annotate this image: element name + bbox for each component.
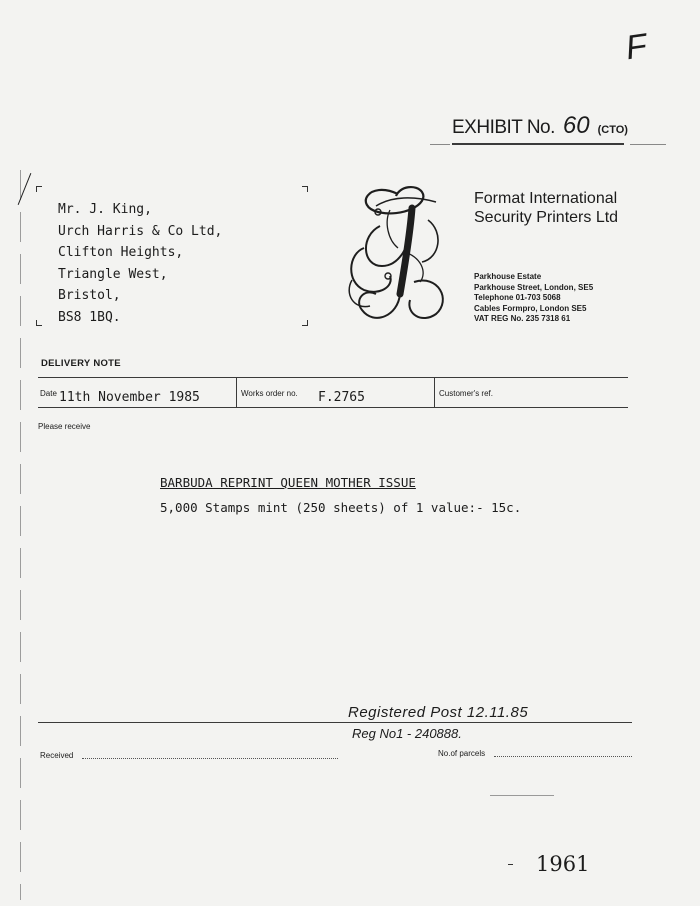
registration-number-note: Reg No1 - 240888. — [352, 726, 462, 741]
received-signature-line — [82, 758, 338, 759]
date-value: 11th November 1985 — [59, 390, 200, 405]
window-corner — [36, 186, 42, 192]
address-line: Urch Harris & Co Ltd, — [58, 223, 223, 239]
customer-ref-label: Customer's ref. — [439, 389, 493, 398]
exhibit-suffix: (CTO) — [597, 124, 628, 136]
company-address-line: Parkhouse Street, London, SE5 — [474, 282, 594, 292]
window-corner — [302, 186, 308, 192]
address-line: Triangle West, — [58, 266, 168, 282]
page-number: 1961 — [536, 852, 590, 876]
address-line: Mr. J. King, — [58, 202, 152, 217]
company-address-line: VAT REG No. 235 7318 61 — [474, 314, 571, 324]
address-line: Bristol, — [58, 288, 121, 303]
company-address-line: Telephone 01-703 5068 — [474, 293, 561, 303]
binder-margin-line — [20, 170, 21, 900]
exhibit-underline — [452, 143, 624, 145]
item-heading: BARBUDA REPRINT QUEEN MOTHER ISSUE — [160, 475, 416, 490]
stray-mark — [490, 795, 554, 796]
page-dash — [508, 864, 513, 865]
parcels-label: No.of parcels — [438, 749, 486, 758]
company-name-line: Format International — [474, 190, 618, 207]
company-address-line: Parkhouse Estate — [474, 272, 542, 281]
company-address — [474, 272, 593, 325]
please-receive-label: Please receive — [38, 422, 91, 431]
exhibit-number: 60 — [562, 112, 590, 139]
recipient-address — [58, 199, 222, 328]
date-label: Date — [40, 389, 57, 398]
parcels-count-line — [494, 756, 632, 757]
exhibit-label: EXHIBIT No. — [452, 117, 555, 138]
exhibit-stamp — [452, 112, 632, 144]
item-description: 5,000 Stamps mint (250 sheets) of 1 value:- 15c. — [160, 500, 522, 515]
window-corner — [302, 320, 308, 326]
works-order-value: F.2765 — [318, 390, 365, 405]
window-corner — [36, 320, 42, 326]
registered-post-note: Registered Post 12.11.85 — [348, 704, 529, 721]
exhibit-dash — [430, 144, 450, 145]
address-line: BS8 1BQ. — [58, 309, 121, 325]
company-name-line: Security Printers Ltd — [474, 209, 619, 226]
company-name — [474, 189, 618, 227]
address-line: Clifton Heights, — [58, 245, 184, 260]
footer-rule — [38, 722, 632, 723]
works-order-label: Works order no. — [241, 389, 298, 398]
fields-bottom-rule — [38, 407, 628, 408]
company-address-line: Cables Formpro, London SE5 — [474, 303, 587, 313]
exhibit-dash — [630, 144, 666, 145]
received-label: Received — [40, 751, 74, 760]
fields-divider — [434, 377, 435, 408]
fields-top-rule — [38, 377, 628, 378]
company-monogram-logo — [340, 182, 452, 330]
document-title: DELIVERY NOTE — [41, 358, 121, 369]
fields-divider — [236, 377, 237, 408]
corner-mark: F — [623, 26, 650, 68]
